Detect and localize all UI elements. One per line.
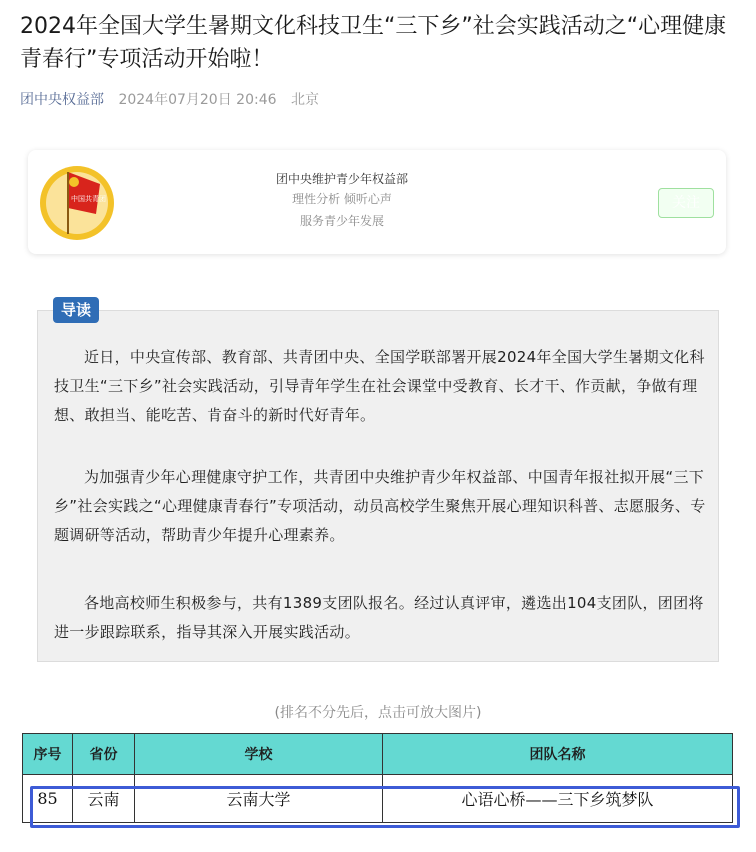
table-row xyxy=(23,775,733,823)
team-table-image[interactable] xyxy=(22,733,738,823)
team-table xyxy=(22,733,733,823)
guide-paragraph-2: 为加强青少年心理健康守护工作，共青团中央维护青少年权益部、中国青年报社拟开展“三下乡”社会实践之“心理健康青春行”专项活动，动员高校学生聚焦开展心理知识科普、志愿服务、专题调研等活动，帮助青少年提升心理素养。 xyxy=(54,468,706,544)
cell-province: 云南 xyxy=(73,775,135,823)
article-meta xyxy=(20,89,319,109)
image-caption: (排名不分先后，点击可放大图片) xyxy=(274,705,482,721)
header-team-name: 团队名称 xyxy=(383,734,733,775)
profile-slogan-2: 服务青少年发展 xyxy=(299,214,384,228)
article-title: 2024年全国大学生暑期文化科技卫生“三下乡”社会实践活动之“心理健康青春行”专项活动开始啦！ xyxy=(20,14,727,72)
profile-slogan-1: 理性分析 倾听心声 xyxy=(292,192,392,206)
header-index: 序号 xyxy=(23,734,73,775)
cell-team-name: 心语心桥——三下乡筑梦队 xyxy=(383,775,733,823)
account-name-link[interactable]: 团中央权益部 xyxy=(20,92,104,108)
follow-button[interactable]: 关注 xyxy=(658,188,714,218)
publish-location: 北京 xyxy=(290,92,319,108)
guide-paragraph-3: 各地高校师生积极参与，共有1389支团队报名。经过认真评审，遴选出104支团队，团团将进一步跟踪联系，指导其深入开展实践活动。 xyxy=(54,594,704,641)
profile-name: 团中央维护青少年权益部 xyxy=(275,172,408,186)
profile-info xyxy=(28,170,726,232)
table-header-row xyxy=(23,734,733,775)
cell-index: 85 xyxy=(23,775,73,823)
header-school: 学校 xyxy=(135,734,383,775)
cell-school: 云南大学 xyxy=(135,775,383,823)
profile-card[interactable] xyxy=(28,150,726,254)
guide-tag: 导读 xyxy=(53,297,99,323)
publish-date: 2024年07月20日 20:46 xyxy=(118,92,277,108)
emblem-lettering: 中国共青团 xyxy=(71,195,106,203)
guide-paragraph-1: 近日，中央宣传部、教育部、共青团中央、全国学联部署开展2024年全国大学生暑期文化科技卫生“三下乡”社会实践活动，引导青年学生在社会课堂中受教育、长才干、作贡献，争做有理想、敢担当、能吃苦、肯奋斗的新时代好青年。 xyxy=(54,348,705,424)
header-province: 省份 xyxy=(73,734,135,775)
